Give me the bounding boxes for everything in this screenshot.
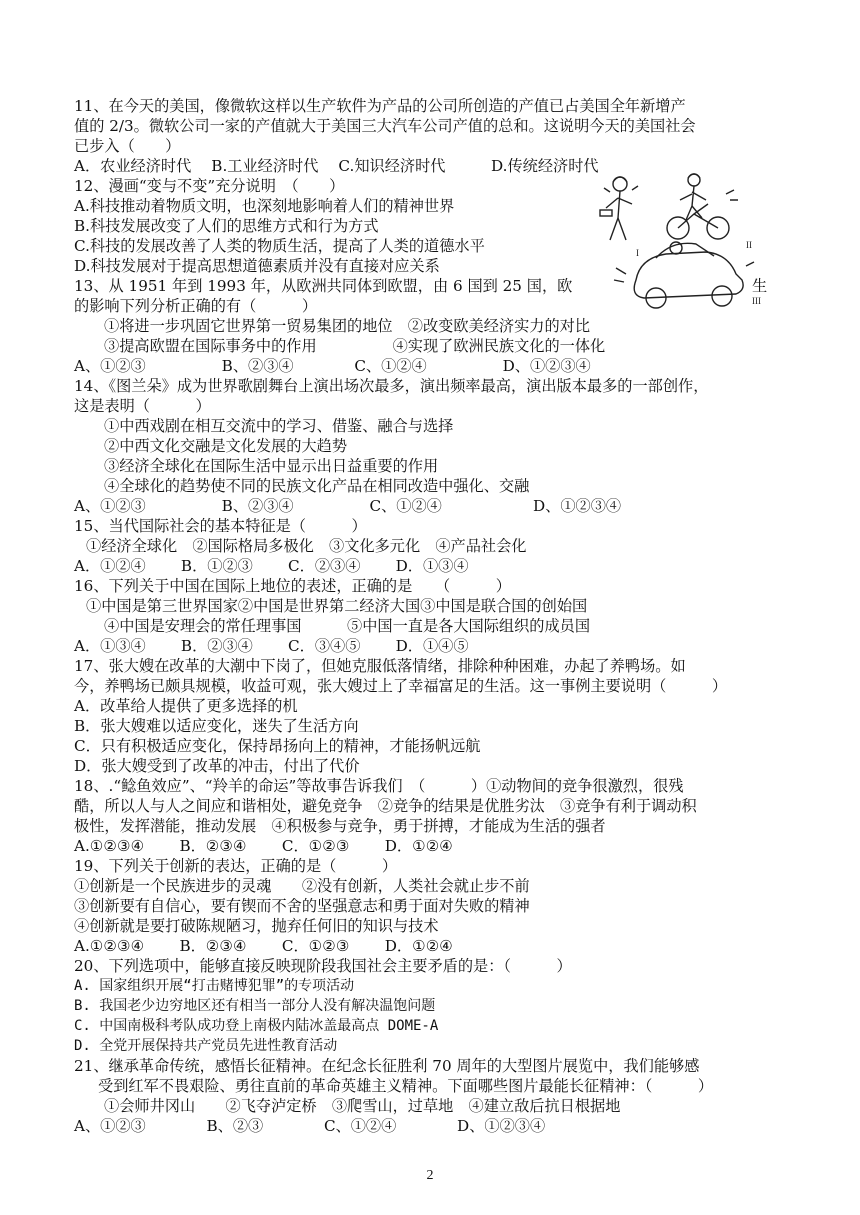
q13-line-1-tail: 生	[752, 277, 768, 295]
q14-item-3: ③经济全球化在国际生活中显示出日益重要的作用	[104, 457, 439, 475]
q20-stem: 20、下列选项中，能够直接反映现阶段我国社会主要矛盾的是：（ ）	[74, 957, 572, 975]
q14-line-2: 这是表明（ ）	[74, 397, 211, 415]
cartoon-illustration	[596, 170, 766, 320]
q13-line-1: 13、从 1951 年到 1993 年，从欧洲共同体到欧盟，由 6 国到 25 国，欧	[74, 277, 573, 295]
q13-item-1: ①将进一步巩固它世界第一贸易集团的地位 ②改变欧美经济实力的对比	[104, 317, 590, 335]
q14-options: A、①②③ B、②③④ C、①②④ D、①②③④	[74, 497, 622, 515]
q17-option-d: D．张大嫂受到了改革的冲击，付出了代价	[74, 757, 360, 775]
q19-item-1: ①创新是一个民族进步的灵魂 ②没有创新，人类社会就止步不前	[74, 877, 530, 895]
q13-options: A、①②③ B、②③④ C、①②④ D、①②③④	[74, 357, 591, 375]
q18-line-1: 18、.“鲶鱼效应”、“羚羊的命运”等故事告诉我们 （ ）①动物间的竞争很激烈，很残	[74, 777, 684, 795]
q12-option-b: B.科技发展改变了人们的思维方式和行为方式	[74, 217, 379, 235]
cartoon-label-1: I	[636, 248, 639, 258]
q21-line-2: 受到红军不畏艰险、勇往直前的革命英雄主义精神。下面哪些图片最能长征精神：（ ）	[98, 1077, 714, 1095]
q20-option-b: B. 我国老少边穷地区还有相当一部分人没有解决温饱问题	[74, 998, 436, 1014]
cartoon-label-2: II	[746, 240, 752, 250]
q12-option-a: A.科技推动着物质文明，也深刻地影响着人们的精神世界	[74, 197, 455, 215]
page-number: 2	[426, 1168, 434, 1183]
q17-option-c: C．只有积极适应变化，保持昂扬向上的精神，才能扬帆远航	[74, 737, 481, 755]
q12-stem: 12、漫画“变与不变”充分说明 （ ）	[74, 177, 345, 195]
q11-options: A．农业经济时代 B.工业经济时代 C.知识经济时代 D.传统经济时代	[74, 157, 599, 175]
q21-line-1: 21、继承革命传统，感悟长征精神。在纪念长征胜利 70 周年的大型图片展览中，我们能够感	[74, 1057, 700, 1075]
q11-line-3: 已步入（ ）	[74, 137, 181, 155]
q19-item-2: ③创新要有自信心，要有锲而不舍的坚强意志和勇于面对失败的精神	[74, 897, 530, 915]
q19-options: A.①②③④ B．②③④ C．①②③ D．①②④	[74, 937, 453, 955]
q21-options: A、①②③ B、②③ C、①②④ D、①②③④	[74, 1117, 546, 1135]
q15-options: A．①②④ B．①②③ C．②③④ D．①③④	[74, 557, 469, 575]
q14-item-2: ②中西文化交融是文化发展的大趋势	[104, 437, 347, 455]
q12-option-c: C.科技的发展改善了人类的物质生活，提高了人类的道德水平	[74, 237, 485, 255]
q15-items: ①经济全球化 ②国际格局多极化 ③文化多元化 ④产品社会化	[86, 537, 527, 555]
q18-options: A.①②③④ B．②③④ C．①②③ D．①②④	[74, 837, 453, 855]
q19-item-3: ④创新就是要打破陈规陋习，抛弃任何旧的知识与技术	[74, 917, 439, 935]
q16-options: A．①③④ B．②③④ C．③④⑤ D．①④⑤	[74, 637, 469, 655]
q13-item-2: ③提高欧盟在国际事务中的作用 ④实现了欧洲民族文化的一体化	[104, 337, 606, 355]
q15-stem: 15、当代国际社会的基本特征是（ ）	[74, 517, 367, 535]
q17-option-a: A．改革给人提供了更多选择的机	[74, 697, 298, 715]
q16-items-1: ①中国是第三世界国家②中国是世界第二经济大国③中国是联合国的创始国	[86, 597, 588, 615]
cartoon-label-3: III	[752, 296, 761, 306]
q18-line-3: 极性，发挥潜能，推动发展 ④积极参与竞争，勇于拼搏，才能成为生活的强者	[74, 817, 606, 835]
q16-stem: 16、下列关于中国在国际上地位的表述，正确的是 （ ）	[74, 577, 511, 595]
q17-line-1: 17、张大嫂在改革的大潮中下岗了，但她克服低落情绪，排除种种困难，办起了养鸭场。如	[74, 657, 686, 675]
q14-item-1: ①中西戏剧在相互交流中的学习、借鉴、融合与选择	[104, 417, 454, 435]
q12-option-d: D.科技发展对于提高思想道德素质并没有直接对应关系	[74, 257, 440, 275]
q14-line-1: 14、《图兰朵》成为世界歌剧舞台上演出场次最多，演出频率最高，演出版本最多的一部创作，	[74, 377, 709, 395]
q14-item-4: ④全球化的趋势使不同的民族文化产品在相同改造中强化、交融	[104, 477, 530, 495]
q16-items-2: ④中国是安理会的常任理事国 ⑤中国一直是各大国际组织的成员国	[104, 617, 590, 635]
q20-option-d: D. 全党开展保持共产党员先进性教育活动	[74, 1038, 338, 1054]
q20-option-a: A. 国家组织开展“打击赌博犯罪”的专项活动	[74, 978, 355, 994]
q20-option-c: C. 中国南极科考队成功登上南极内陆冰盖最高点 DOME-A	[74, 1018, 439, 1034]
q11-line-2: 值的 2/3。微软公司一家的产值就大于美国三大汽车公司产值的总和。这说明今天的美国社会	[74, 117, 696, 135]
q21-items: ①会师井冈山 ②飞夺泸定桥 ③爬雪山，过草地 ④建立敌后抗日根据地	[104, 1097, 621, 1115]
cartoon-drawing	[596, 170, 766, 320]
q18-line-2: 酷，所以人与人之间应和谐相处，避免竞争 ②竞争的结果是优胜劣汰 ③竞争有利于调动积	[74, 797, 697, 815]
q11-line-1: 11、在今天的美国，像微软这样以生产软件为产品的公司所创造的产值已占美国全年新增产	[74, 97, 686, 115]
q17-option-b: B．张大嫂难以适应变化，迷失了生活方向	[74, 717, 359, 735]
q19-stem: 19、下列关于创新的表达，正确的是（ ）	[74, 857, 398, 875]
q17-line-2: 今，养鸭场已颇具规模，收益可观，张大嫂过上了幸福富足的生活。这一事例主要说明（ ）	[74, 677, 728, 695]
q13-line-2: 的影响下列分析正确的有（ ）	[74, 297, 317, 315]
